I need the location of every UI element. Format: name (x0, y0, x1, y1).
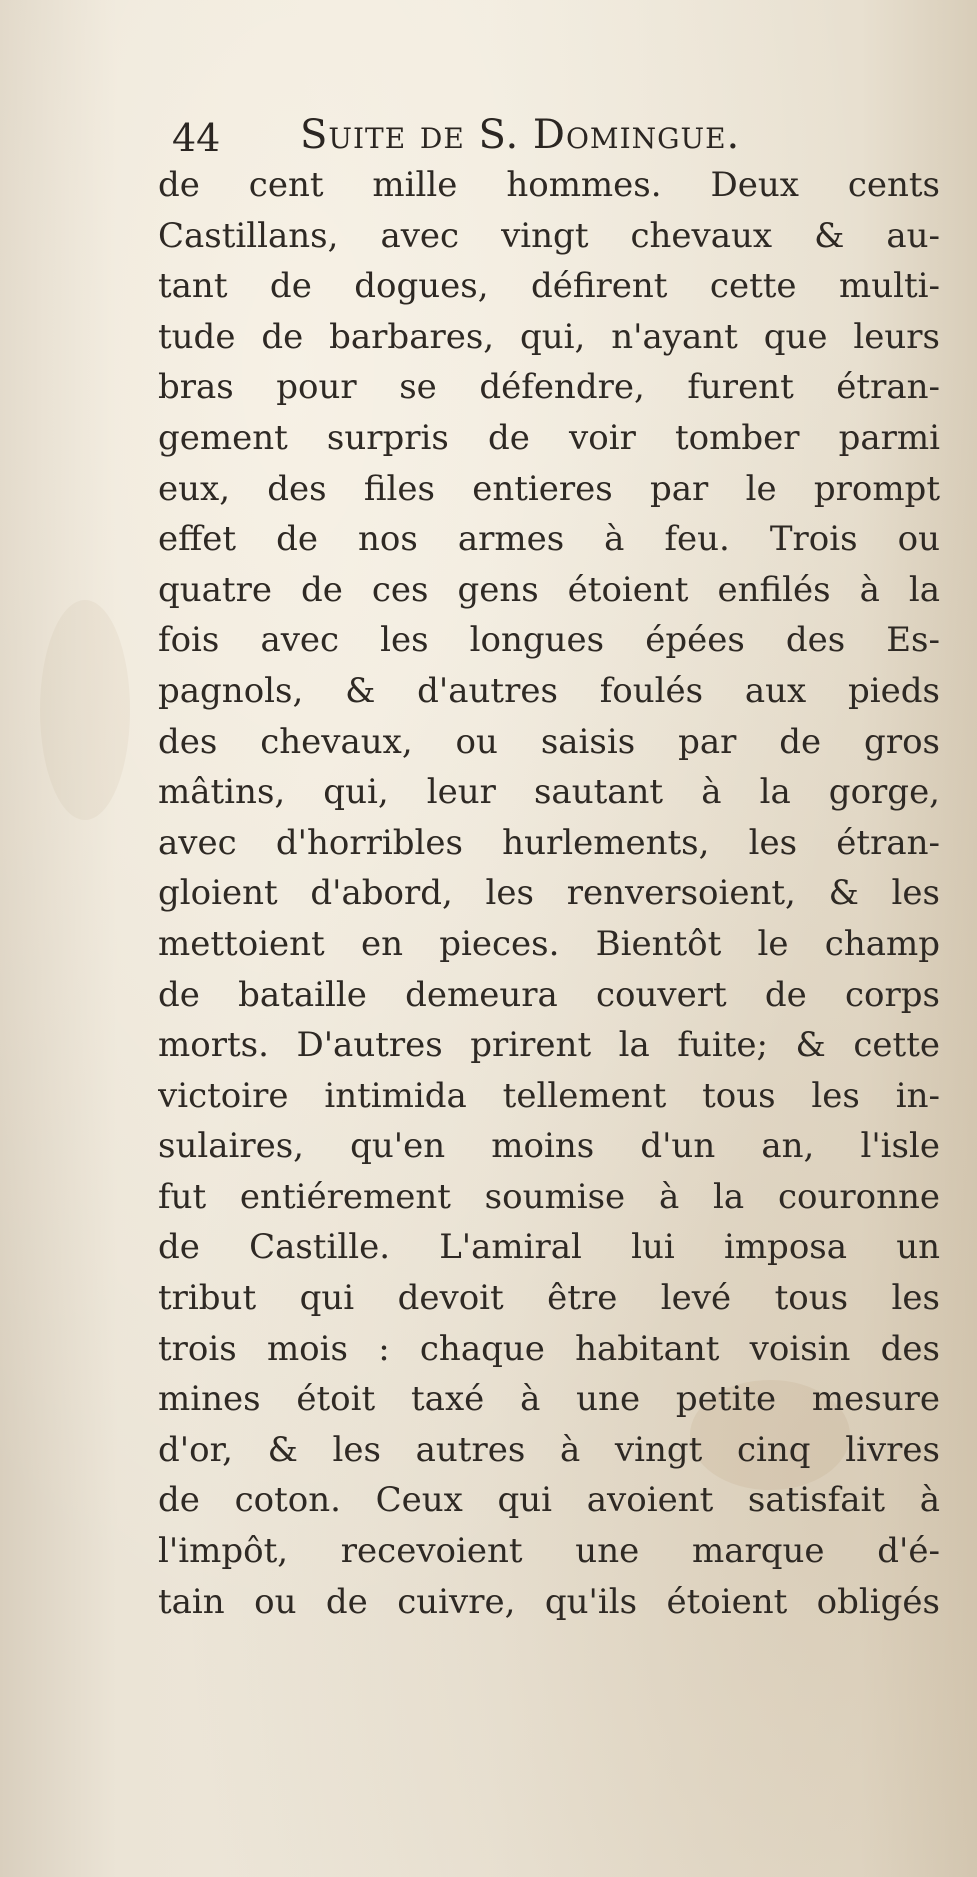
text-line: quatre de ces gens étoient enfilés à la (158, 569, 940, 610)
text-line: tant de dogues, défirent cette multi- (158, 266, 940, 307)
text-line: fut entiérement soumise à la couronne (158, 1176, 940, 1217)
text-line: de Castille. L'amiral lui imposa un (158, 1227, 940, 1268)
text-line: l'impôt, recevoient une marque d'é- (158, 1531, 940, 1572)
text-line: victoire intimida tellement tous les in- (158, 1075, 940, 1116)
text-line: fois avec les longues épées des Es- (158, 620, 940, 661)
text-line: mâtins, qui, leur sautant à la gorge, (158, 772, 940, 813)
text-line: mettoient en pieces. Bientôt le champ (158, 923, 940, 964)
text-line: mines étoit taxé à une petite mesure (158, 1379, 940, 1420)
text-line: tain ou de cuivre, qu'ils étoient obligés (158, 1581, 940, 1622)
running-title: Suite de S. Domingue. (300, 112, 741, 158)
text-line: gement surpris de voir tomber parmi (158, 417, 940, 458)
text-line: effet de nos armes à feu. Trois ou (158, 519, 940, 560)
text-line: gloient d'abord, les renversoient, & les (158, 873, 940, 914)
text-line: de bataille demeura couvert de corps (158, 974, 940, 1015)
paper-stain (40, 600, 130, 820)
text-line: d'or, & les autres à vingt cinq livres (158, 1429, 940, 1470)
text-line: tribut qui devoit être levé tous les (158, 1278, 940, 1319)
text-line: pagnols, & d'autres foulés aux pieds (158, 670, 940, 711)
text-line: des chevaux, ou saisis par de gros (158, 721, 940, 762)
text-line: bras pour se défendre, furent étran- (158, 367, 940, 408)
page-number: 44 (172, 116, 221, 160)
running-header (172, 102, 852, 164)
text-line: tude de barbares, qui, n'ayant que leurs (158, 316, 940, 357)
text-line: Castillans, avec vingt chevaux & au- (158, 215, 940, 256)
text-line: morts. D'autres prirent la fuite; & cette (158, 1025, 940, 1066)
text-line: sulaires, qu'en moins d'un an, l'isle (158, 1126, 940, 1167)
text-line: eux, des files entieres par le prompt (158, 468, 940, 509)
text-line: avec d'horribles hurlements, les étran- (158, 822, 940, 863)
text-line: de coton. Ceux qui avoient satisfait à (158, 1480, 940, 1521)
text-line: de cent mille hommes. Deux cents (158, 165, 940, 205)
body-text (158, 160, 940, 1627)
text-line: trois mois : chaque habitant voisin des (158, 1328, 940, 1369)
